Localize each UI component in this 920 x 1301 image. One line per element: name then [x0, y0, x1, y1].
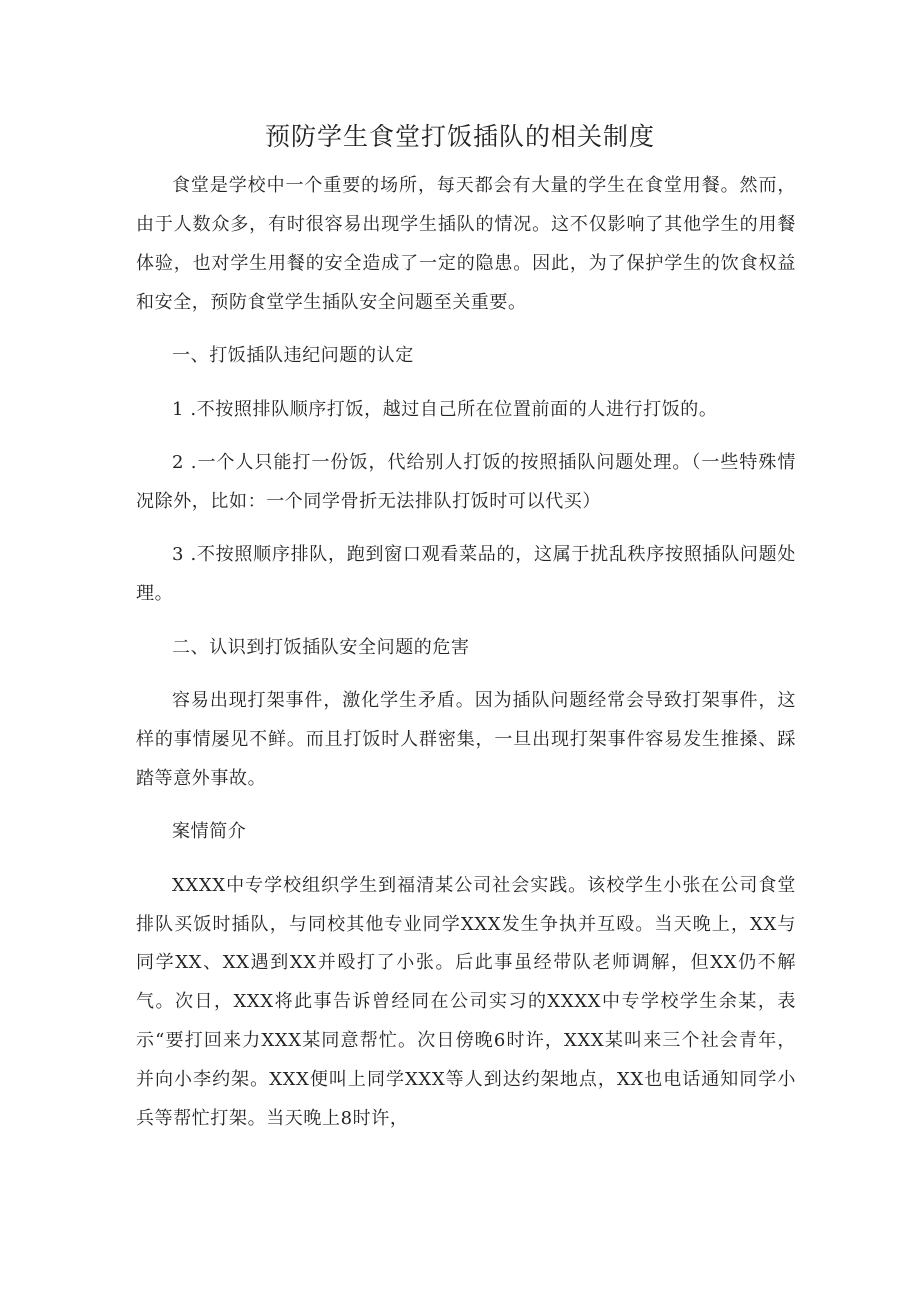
intro-paragraph: 食堂是学校中一个重要的场所，每天都会有大量的学生在食堂用餐。然而，由于人数众多，有时很容易出现学生插队的情况。这不仅影响了其他学生的用餐体验，也对学生用餐的安全造成了一定的隐患。因此，为了保护学生的饮食权益和安全，预防食堂学生插队安全问题至关重要。 — [136, 175, 796, 313]
hazard-paragraph: 容易出现打架事件，激化学生矛盾。因为插队问题经常会导致打架事件，这样的事情屡见不鲜。而且打饭时人群密集，一旦出现打架事件容易发生推搡、踩踏等意外事故。 — [136, 689, 796, 789]
list-item-2: 2 .一个人只能打一份饭，代给别人打饭的按照插队问题处理。（一些特殊情况除外，比如：一个同学骨折无法排队打饭时可以代买） — [136, 451, 796, 512]
section-heading-1: 一、打饭插队违纪问题的认定 — [172, 345, 414, 367]
document-title: 预防学生食堂打饭插队的相关制度 — [264, 122, 655, 151]
document-body — [136, 167, 796, 1153]
section-heading-2: 二、认识到打饭插队安全问题的危害 — [172, 636, 470, 658]
list-item-3: 3 .不按照顺序排队，跑到窗口观看菜品的，这属于扰乱秩序按照插队问题处理。 — [136, 544, 796, 605]
case-paragraph: XXXX中专学校组织学生到福清某公司社会实践。该校学生小张在公司食堂排队买饭时插队，与同校其他专业同学XXX发生争执并互殴。当天晚上，XX与同学XX、XX遇到XX并殴打了小张。后此事虽经带队老师调解，但XX仍不解气。次日，XXX将此事告诉曾经同在公司实习的XXXX中专学校学生余某，表示“要打回来力XXX某同意帮忙。次日傍晚6时许，XXX某叫来三个社会青年，并向小李约架。XXX便叫上同学XXX等人到达约架地点，XX也电话通知同学小兵等帮忙打架。当天晚上8时许， — [136, 874, 796, 1130]
case-heading: 案情简介 — [172, 821, 247, 843]
list-item-1: 1 .不按照排队顺序打饭，越过自己所在位置前面的人进行打饭的。 — [172, 398, 718, 420]
